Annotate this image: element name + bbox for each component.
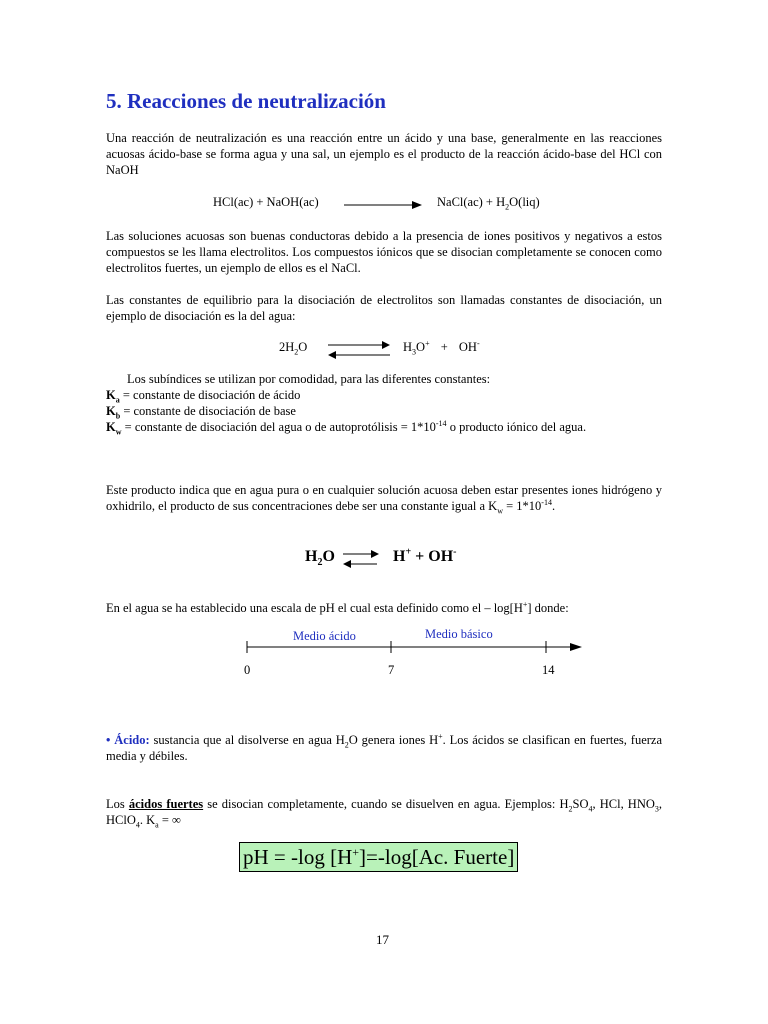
water-left-a: 2H <box>279 340 295 354</box>
intro-paragraph: Una reacción de neutralización es una reacción entre un ácido y una base, generalmente en las reacciones acuosas ácido-base se forma agua y una sal, un ejemplo es el producto de la reacción ácido-base del HCl con NaOH <box>106 131 662 177</box>
kw-after: o producto iónico del agua. <box>446 420 587 434</box>
hydronium-sub: 3 <box>412 347 417 357</box>
reaction-products <box>437 195 540 210</box>
kb-text: = constante de disociación de base <box>120 404 296 418</box>
ka-sub: a <box>115 395 120 405</box>
ph-text-a: En el agua se ha establecido una escala de pH el cual esta definido como el – log[H <box>106 601 523 615</box>
strong-text-g: = ∞ <box>158 813 181 827</box>
water-left-b: O <box>298 340 308 354</box>
products-part-a: NaCl(ac) + H <box>437 195 506 209</box>
strong-text-b: se disocian completamente, cuando se disuelven en agua. Ejemplos: H <box>203 797 569 811</box>
ph-tick-label-14: 14 <box>542 663 555 677</box>
ph-tick-label-7: 7 <box>388 663 395 677</box>
hydronium-a: H <box>403 340 413 354</box>
product-exponent: -14 <box>541 497 552 507</box>
product-paragraph <box>106 482 662 514</box>
kw-symbol: K <box>106 420 116 434</box>
reaction-water-products <box>403 340 480 355</box>
strong-text-a: Los <box>106 797 129 811</box>
water-left-sub: 2 <box>294 347 299 357</box>
ka-text: = constante de disociación de ácido <box>119 388 301 402</box>
acid-medium-label: Medio ácido <box>293 629 356 643</box>
page-number: 17 <box>376 932 389 947</box>
strong-sub-2: 4 <box>588 804 593 814</box>
formula-text-b: ]=-log[Ac. Fuerte] <box>359 845 515 869</box>
kw-definition <box>106 419 586 435</box>
reaction-reactants: HCl(ac) + NaOH(ac) <box>213 195 319 209</box>
acid-text-c: . Los ácidos se clasifican en fuertes, fuerza media y débiles. <box>106 733 662 763</box>
equilibrium-small-arrows-icon <box>341 549 381 571</box>
hydroxide: OH <box>458 340 477 354</box>
strong-ka-sub: a <box>155 820 159 830</box>
acid-text-a: sustancia que al disolverse en agua H <box>149 733 345 747</box>
ph-strong-acid-formula <box>239 842 518 872</box>
reaction-hcl-naoh <box>213 195 319 210</box>
product-text-a: Este producto indica que en agua pura o en cualquier solución acuosa deben estar presentes iones hidrógeno y oxhidrilo, el producto de sus concentraciones debe ser una constante igual a K <box>106 483 662 513</box>
hydronium-sup: + <box>425 338 430 348</box>
strong-acids-term: ácidos fuertes <box>128 797 204 811</box>
hydroxide-part: + OH <box>411 548 454 565</box>
reaction-water-simple-right <box>393 548 457 566</box>
basic-medium-label: Medio básico <box>425 627 493 641</box>
acid-text-b: O genera iones H <box>348 733 439 747</box>
products-part-b: O(liq) <box>509 195 540 209</box>
water-sub: 2 <box>317 557 323 569</box>
strong-sub-1: 2 <box>568 804 573 814</box>
kw-sub: w <box>115 427 122 437</box>
strong-text-c: SO <box>572 797 589 811</box>
kb-definition <box>106 403 296 419</box>
strong-acids-paragraph <box>106 796 662 828</box>
water-h: H <box>305 548 318 565</box>
proton-h: H <box>393 548 406 565</box>
acid-sup: + <box>438 731 443 741</box>
reaction-water-dissociation <box>279 340 307 355</box>
product-k-sub: w <box>497 506 503 516</box>
plus-sign: + <box>440 340 448 354</box>
ph-axis-arrow-icon <box>570 643 582 651</box>
kb-symbol: K <box>106 404 116 418</box>
formula-sup: + <box>352 845 360 859</box>
ph-text-b: ] donde: <box>527 601 569 615</box>
strong-text-d: , HCl, HNO <box>592 797 655 811</box>
hydroxide-sup: - <box>476 338 480 348</box>
strong-text-f: . K <box>139 813 156 827</box>
ph-scale-axis <box>240 638 585 658</box>
water-o: O <box>322 548 335 565</box>
acid-bullet-term: • Ácido: <box>106 733 150 747</box>
constants-paragraph: Las constantes de equilibrio para la disociación de electrolitos son llamadas constantes de disociación, un ejemplo de disociación es la del agua: <box>106 293 662 323</box>
section-title: 5. Reacciones de neutralización <box>106 89 386 113</box>
kw-exponent: -14 <box>435 418 447 428</box>
kw-text: = constante de disociación del agua o de autoprotólisis = 1*10 <box>121 420 436 434</box>
product-text-b: = 1*10 <box>502 499 542 513</box>
hydronium-b: O <box>416 340 426 354</box>
strong-text-e: , HClO <box>106 797 663 827</box>
forward-arrow-icon <box>344 199 424 211</box>
subindices-intro: Los subíndices se utilizan por comodidad, para las diferentes constantes: <box>127 372 491 386</box>
ph-sup: + <box>522 599 528 609</box>
formula-text-a: pH = -log [H <box>243 845 353 869</box>
kb-sub: b <box>115 411 121 421</box>
acid-definition-paragraph <box>106 732 662 764</box>
equilibrium-arrows-icon <box>326 339 392 361</box>
strong-sub-4: 4 <box>135 820 140 830</box>
acid-sub: 2 <box>344 740 349 750</box>
strong-sub-3: 3 <box>654 804 659 814</box>
electrolytes-paragraph: Las soluciones acuosas son buenas conductoras debido a la presencia de iones positivos y negativos a estos compuestos se les llama electrolitos. Los compuestos iónicos que se disocian completamente se conocen como electrolitos fuertes, un ejemplo de ellos es el NaCl. <box>106 229 662 275</box>
ph-tick-label-0: 0 <box>244 663 251 677</box>
proton-sup: + <box>405 546 412 558</box>
products-subscript: 2 <box>505 202 510 212</box>
hydroxide-charge: - <box>453 546 457 558</box>
product-text-c: . <box>551 499 556 513</box>
ka-definition <box>106 387 300 403</box>
ph-definition <box>106 600 569 616</box>
ka-symbol: K <box>106 388 116 402</box>
reaction-water-simple-left <box>305 548 335 569</box>
